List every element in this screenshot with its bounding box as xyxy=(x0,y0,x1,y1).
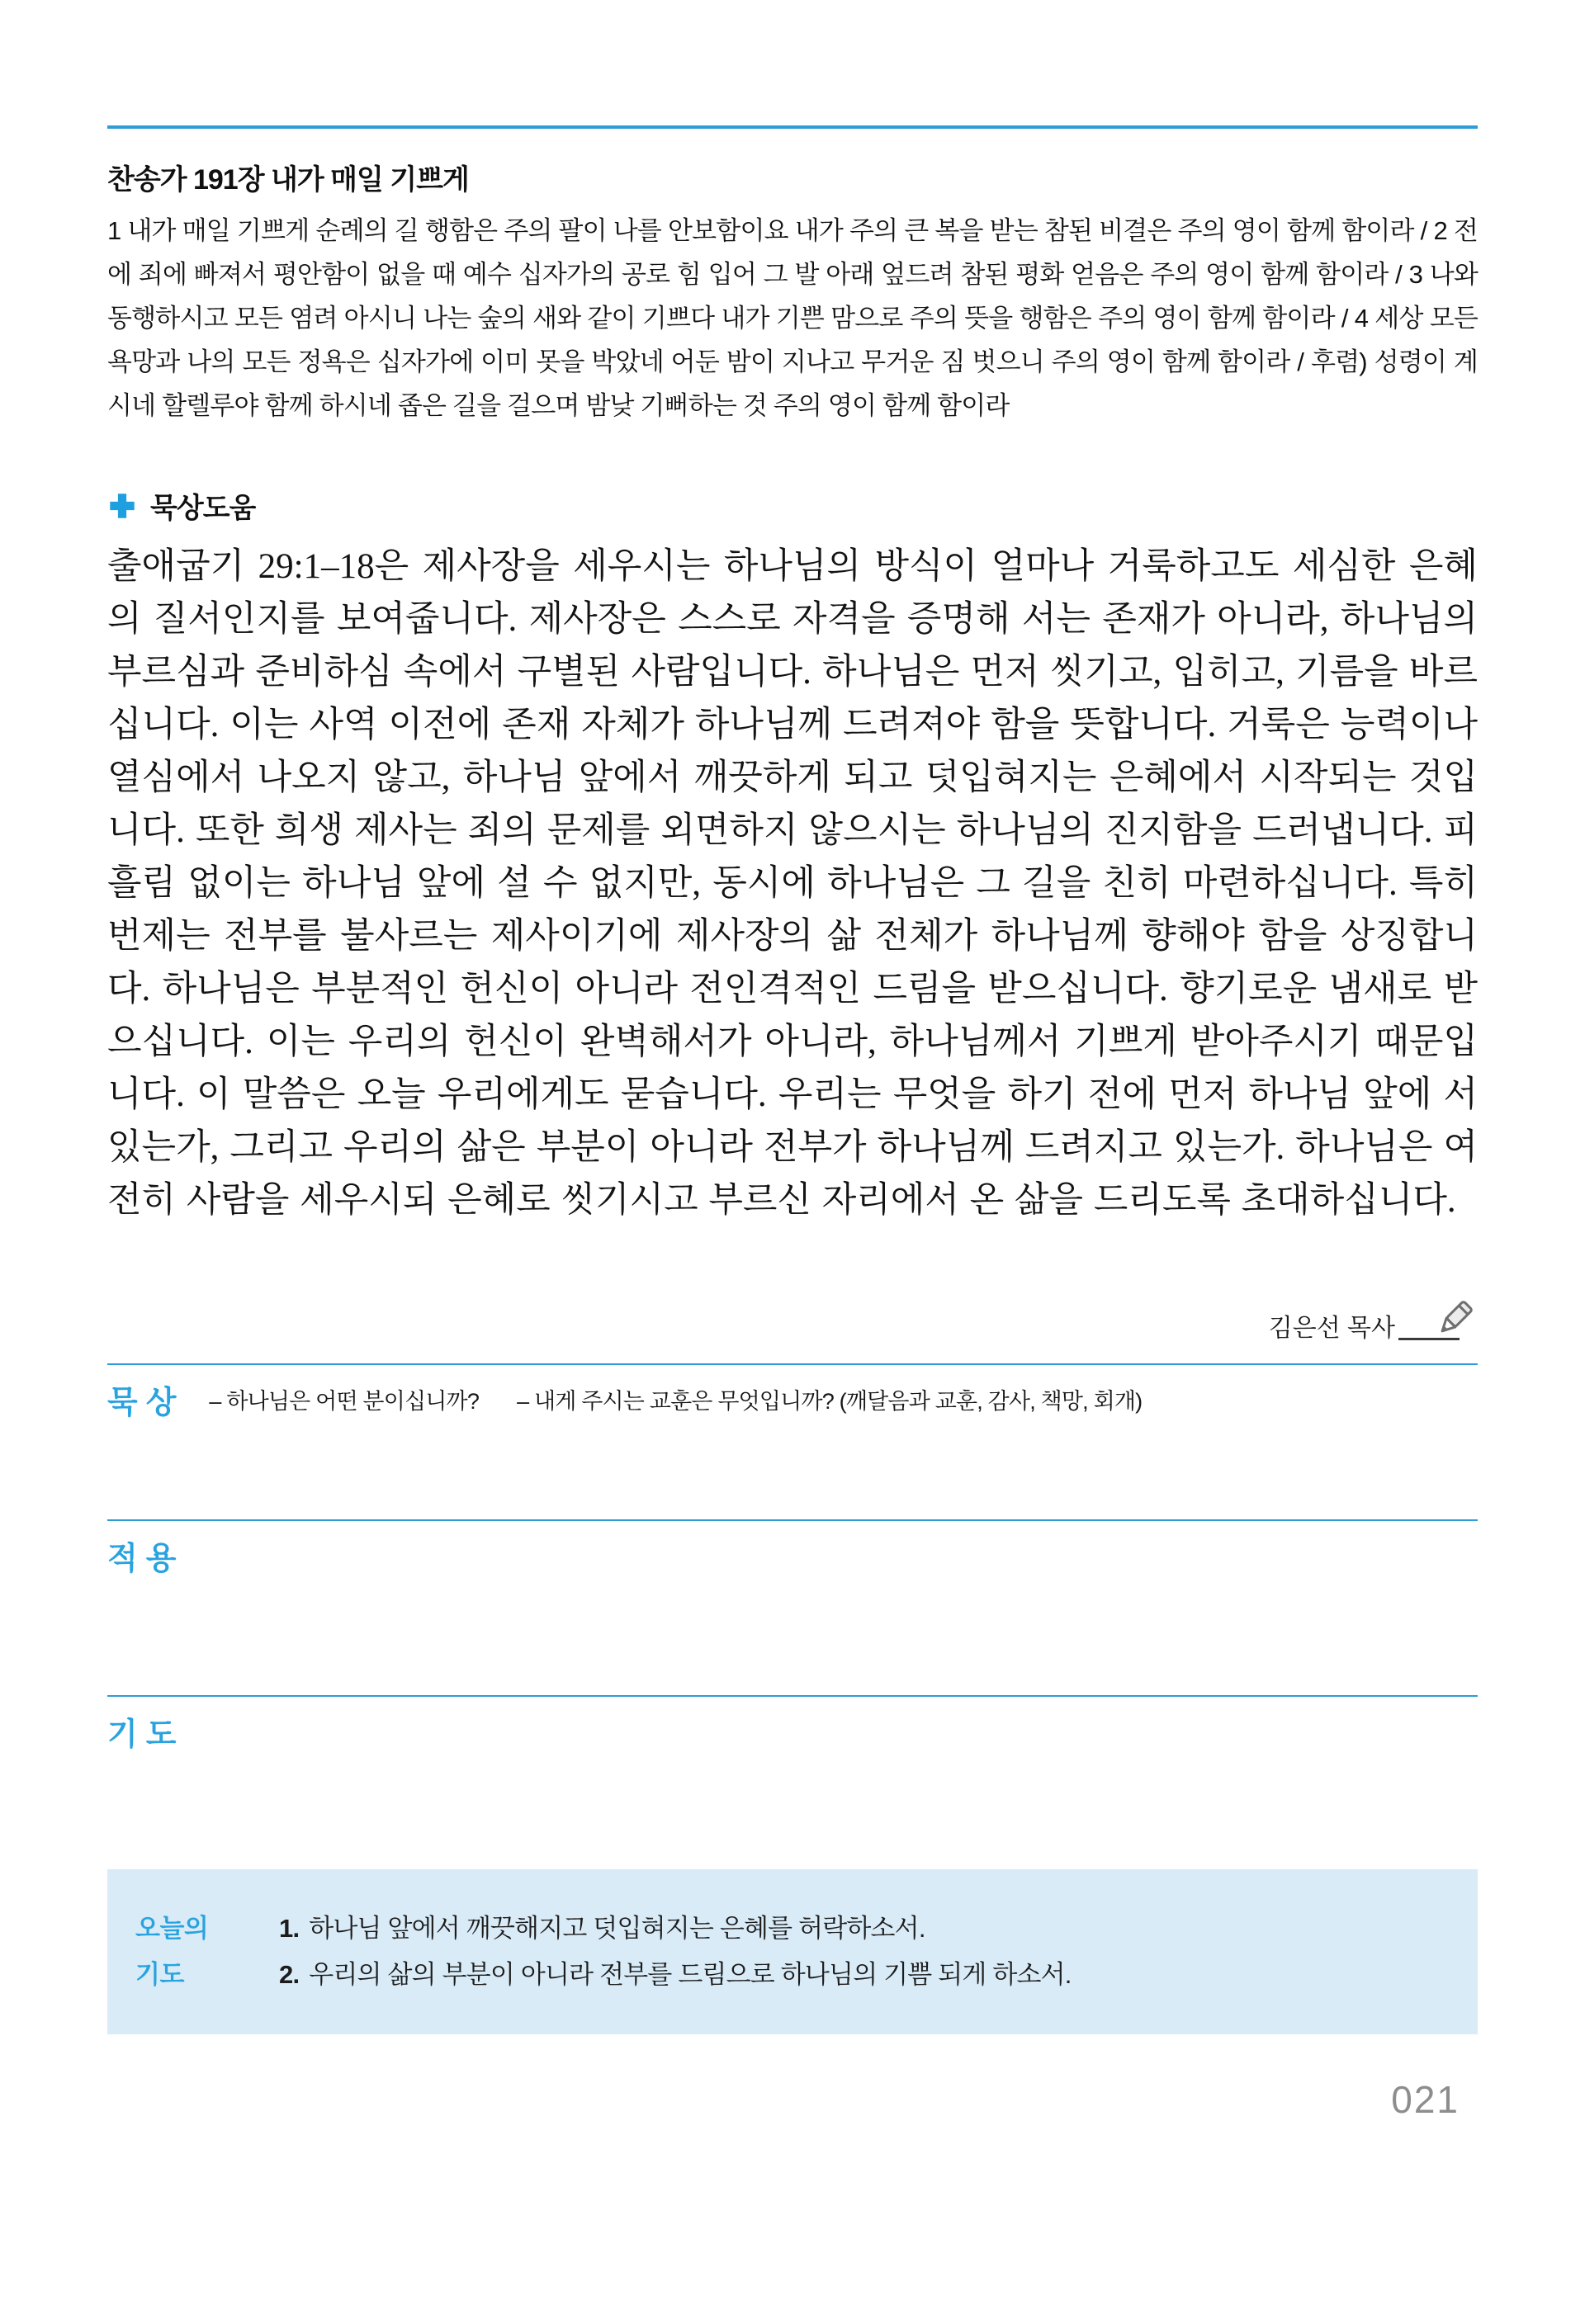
author-row xyxy=(107,1297,1478,1344)
hymn-lyrics: 1 내가 매일 기쁘게 순례의 길 행함은 주의 팔이 나를 안보함이요 내가 주의 큰 복을 받는 참된 비결은 주의 영이 함께 함이라 / 2 전에 죄에 빠져서 평안함이 없을 때 예수 십자가의 공로 힘 입어 그 발 아래 엎드려 참된 평화 얻음은 주의 영이 함께 함이라 / 3 나와 동행하시고 모든 염려 아시니 나는 숲의 새와 같이 기쁘다 내가 기쁜 맘으로 주의 뜻을 행함은 주의 영이 함께 함이라 / 4 세상 모든 욕망과 나의 모든 정욕은 십자가에 이미 못을 박았네 어둔 밤이 지나고 무거운 짐 벗으니 주의 영이 함께 함이라 / 후렴) 성령이 계시네 할렐루야 함께 하시네 좁은 길을 걸으며 밤낮 기뻐하는 것 주의 영이 함께 함이라 xyxy=(107,216,1478,420)
item-number: 1. xyxy=(279,1914,300,1943)
today-prayer-box xyxy=(107,1869,1478,2034)
today-prayer-label xyxy=(135,1906,251,1998)
item-number: 2. xyxy=(279,1960,300,1989)
author-name: 김은선 목사 xyxy=(1268,1315,1395,1342)
item-text: 우리의 삶의 부분이 아니라 전부를 드림으로 하나님의 기쁨 되게 하소서. xyxy=(309,1960,1072,1989)
hymn-title: 찬송가 191장 내가 매일 기쁘게 xyxy=(107,164,469,196)
meditation-help-label: 묵상도움 xyxy=(150,493,256,524)
meditation-questions xyxy=(209,1383,1142,1415)
item-text: 하나님 앞에서 깨끗해지고 덧입혀지는 은혜를 허락하소서. xyxy=(309,1914,925,1943)
section-application xyxy=(107,1519,1478,1578)
section-meditation xyxy=(107,1363,1478,1422)
top-divider xyxy=(107,125,1478,129)
plus-icon xyxy=(107,491,137,521)
meditation-row xyxy=(107,1377,1478,1422)
today-prayer-items xyxy=(279,1906,1072,1998)
section-prayer xyxy=(107,1695,1478,1754)
meditation-question-1: – 하나님은 어떤 분이십니까? xyxy=(209,1389,480,1414)
meditation-label: 묵상 xyxy=(107,1386,185,1420)
page-content xyxy=(107,125,1478,2122)
today-prayer-label-line2: 기도 xyxy=(135,1960,184,1989)
today-prayer-label-line1: 오늘의 xyxy=(135,1914,209,1943)
meditation-help-body: 출애굽기 29:1–18은 제사장을 세우시는 하나님의 방식이 얼마나 거룩하고도 세심한 은혜의 질서인지를 보여줍니다. 제사장은 스스로 자격을 증명해 서는 존재가 아니라, 하나님의 부르심과 준비하심 속에서 구별된 사람입니다. 하나님은 먼저 씻기고, 입히고, 기름을 바르십니다. 이는 사역 이전에 존재 자체가 하나님께 드려져야 함을 뜻합니다. 거룩은 능력이나 열심에서 나오지 않고, 하나님 앞에서 깨끗하게 되고 덧입혀지는 은혜에서 시작되는 것입니다. 또한 희생 제사는 죄의 문제를 외면하지 않으시는 하나님의 진지함을 드러냅니다. 피 흘림 없이는 하나님 앞에 설 수 없지만, 동시에 하나님은 그 길을 친히 마련하십니다. 특히 번제는 전부를 불사르는 제사이기에 제사장의 삶 전체가 하나님께 향해야 함을 상징합니다. 하나님은 부분적인 헌신이 아니라 전인격적인 드림을 받으십니다. 향기로운 냄새로 받으십니다. 이는 우리의 헌신이 완벽해서가 아니라, 하나님께서 기쁘게 받아주시기 때문입니다. 이 말씀은 오늘 우리에게도 묻습니다. 우리는 무엇을 하기 전에 먼저 하나님 앞에 서 있는가, 그리고 우리의 삶은 부분이 아니라 전부가 하나님께 드려지고 있는가. 하나님은 여전히 사람을 세우시되 은혜로 씻기시고 부르신 자리에서 온 삶을 드리도록 초대하십니다. xyxy=(107,547,1478,1220)
pencil-icon xyxy=(1431,1296,1478,1342)
meditation-question-2: – 내게 주시는 교훈은 무엇입니까? (깨달음과 교훈, 감사, 책망, 회개) xyxy=(517,1389,1143,1414)
application-label: 적용 xyxy=(107,1542,185,1576)
prayer-label: 기도 xyxy=(107,1717,185,1752)
today-prayer-item xyxy=(279,1906,1072,1952)
page-number: 021 xyxy=(1391,2078,1460,2121)
today-prayer-item xyxy=(279,1952,1072,1998)
meditation-help-header xyxy=(107,485,1478,526)
